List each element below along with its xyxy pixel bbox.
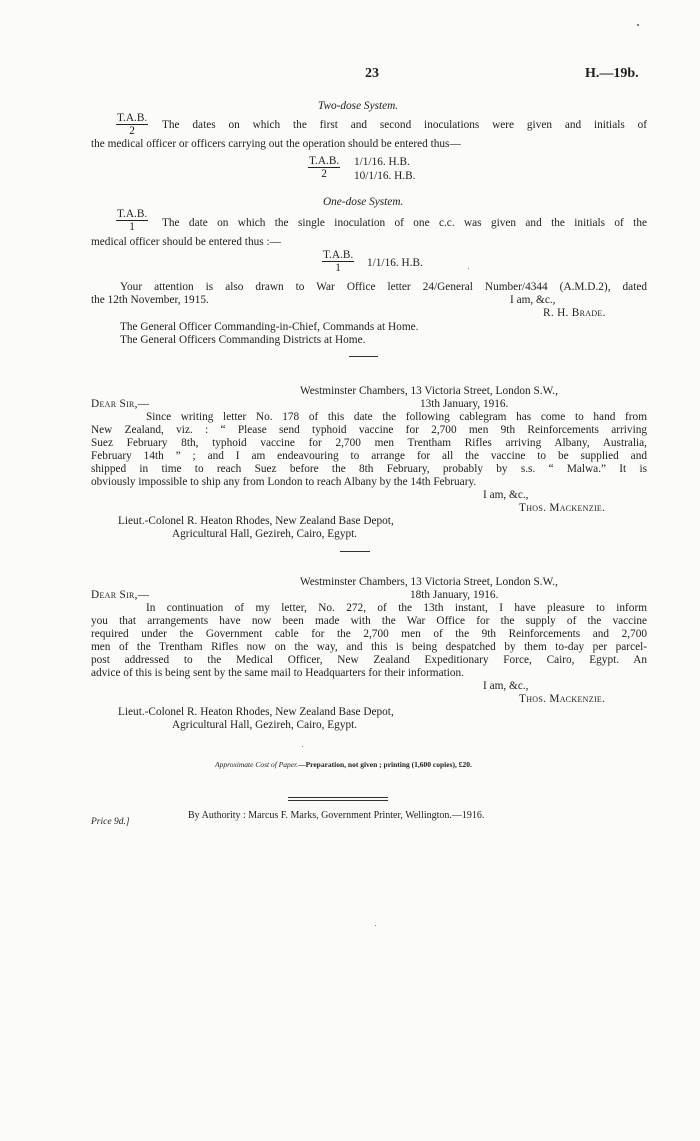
section-divider: [340, 551, 370, 552]
scan-speck: [375, 925, 376, 926]
letter3-body-line: you that arrangements have now been made with the War Office for the supply of the vaccine: [91, 615, 647, 627]
letter3-body-line: required under the Government cable for the 2,700 men of the 9th Reinforcements and 2,700: [91, 628, 647, 640]
footer-divider: [288, 800, 388, 801]
scan-speck: [637, 24, 639, 26]
letter3-body-line: men of the Trentham Rifles now on the way, and this is being despatched by them to-day per parcel-: [91, 641, 647, 653]
one-dose-heading: One-dose System.: [323, 196, 404, 208]
one-dose-fraction: [116, 208, 148, 233]
scan-speck: [302, 746, 303, 747]
two-dose-example-fraction: [308, 155, 340, 180]
one-dose-text-line2: medical officer should be entered thus :—: [91, 236, 281, 248]
letter1-paragraph-line2: the 12th November, 1915.: [91, 294, 209, 306]
letter3-body-line: advice of this is being sent by the same mail to Headquarters for their information.: [91, 667, 465, 679]
fraction-numerator: T.A.B.: [309, 155, 340, 167]
letter3-date: 18th January, 1916.: [410, 589, 499, 601]
letter1-closing: I am, &c.,: [510, 294, 556, 306]
one-dose-example-text: 1/1/16. H.B.: [367, 257, 423, 269]
letter2-salutation: Dear Sir,—: [91, 398, 150, 410]
fraction-denominator: 2: [129, 125, 135, 137]
letter2-body-line: Since writing letter No. 178 of this date the following cablegram has come to hand from: [146, 411, 647, 423]
letter1-signature: R. H. Brade.: [543, 307, 606, 319]
fraction-numerator: T.A.B.: [117, 112, 148, 124]
fraction-denominator: 1: [335, 262, 341, 274]
letter2-closing: I am, &c.,: [483, 489, 529, 501]
letter2-recipient2: Agricultural Hall, Gezireh, Cairo, Egypt.: [172, 528, 358, 540]
printing-cost-note: [215, 760, 472, 769]
letter1-paragraph-line1: Your attention is also drawn to War Office letter 24/General Number/4344 (A.M.D.2), dated: [120, 281, 647, 293]
letter3-body-line: post addressed to the Medical Officer, New Zealand Expeditionary Force, Cairo, Egypt. An: [91, 654, 647, 666]
fraction-numerator: T.A.B.: [323, 249, 354, 261]
footer-divider: [288, 797, 388, 798]
printing-cost-text: —Preparation, not given ; printing (1,600 copies), £20.: [298, 760, 472, 769]
fraction-denominator: 2: [321, 168, 327, 180]
letter1-addressee2: The General Officers Commanding Districts at Home.: [120, 334, 366, 346]
letter3-address: Westminster Chambers, 13 Victoria Street, London S.W.,: [300, 576, 558, 588]
fraction-numerator: T.A.B.: [117, 208, 148, 220]
section-divider: [349, 356, 378, 357]
letter2-body-line: shipped in time to reach Suez before the 8th February, probably by s.s. “ Malwa.” It is: [91, 463, 647, 475]
two-dose-fraction: [116, 112, 148, 137]
letter2-recipient1: Lieut.-Colonel R. Heaton Rhodes, New Zealand Base Depot,: [118, 515, 394, 527]
two-dose-text-line1: The dates on which the first and second inoculations were given and initials of: [162, 119, 647, 131]
letter2-address: Westminster Chambers, 13 Victoria Street, London S.W.,: [300, 385, 558, 397]
printer-authority: By Authority : Marcus F. Marks, Government Printer, Wellington.—1916.: [188, 810, 485, 821]
page-number: 23: [365, 66, 379, 81]
one-dose-text-line1: The date on which the single inoculation of one c.c. was given and the initials of the: [162, 217, 647, 229]
two-dose-example-line2: 10/1/16. H.B.: [354, 170, 416, 182]
letter3-salutation: Dear Sir,—: [91, 589, 150, 601]
printing-cost-label: Approximate Cost of Paper.: [215, 760, 299, 769]
letter2-date: 13th January, 1916.: [420, 398, 509, 410]
letter3-signature: Thos. Mackenzie.: [519, 693, 606, 705]
letter2-body-line: February 14th ” ; and I am endeavouring to arrange for all the vaccine to be supplied and: [91, 450, 647, 462]
letter2-body-line: New Zealand, viz. : “ Please send typhoid vaccine for 2,700 men 9th Reinforcements arriving: [91, 424, 647, 436]
letter3-recipient1: Lieut.-Colonel R. Heaton Rhodes, New Zealand Base Depot,: [118, 706, 394, 718]
scan-speck: [468, 268, 469, 269]
two-dose-example-line1: 1/1/16. H.B.: [354, 156, 410, 168]
letter3-closing: I am, &c.,: [483, 680, 529, 692]
letter2-body-line: Suez February 8th, typhoid vaccine for 2,700 men Trentham Rifles arriving Albany, Australia,: [91, 437, 647, 449]
letter1-addressee1: The General Officer Commanding-in-Chief, Commands at Home.: [120, 321, 419, 333]
two-dose-heading: Two-dose System.: [318, 100, 399, 112]
price-label: Price 9d.]: [91, 817, 130, 827]
letter3-recipient2: Agricultural Hall, Gezireh, Cairo, Egypt.: [172, 719, 358, 731]
two-dose-text-line2: the medical officer or officers carrying out the operation should be entered thus—: [91, 138, 461, 150]
letter2-body-line: obviously impossible to ship any from London to reach Albany by the 14th February.: [91, 476, 477, 488]
document-reference: H.—19b.: [585, 66, 639, 81]
fraction-denominator: 1: [129, 221, 135, 233]
one-dose-example-fraction: [322, 249, 354, 274]
letter2-signature: Thos. Mackenzie.: [519, 502, 606, 514]
letter3-body-line: In continuation of my letter, No. 272, of the 13th instant, I have pleasure to inform: [146, 602, 647, 614]
